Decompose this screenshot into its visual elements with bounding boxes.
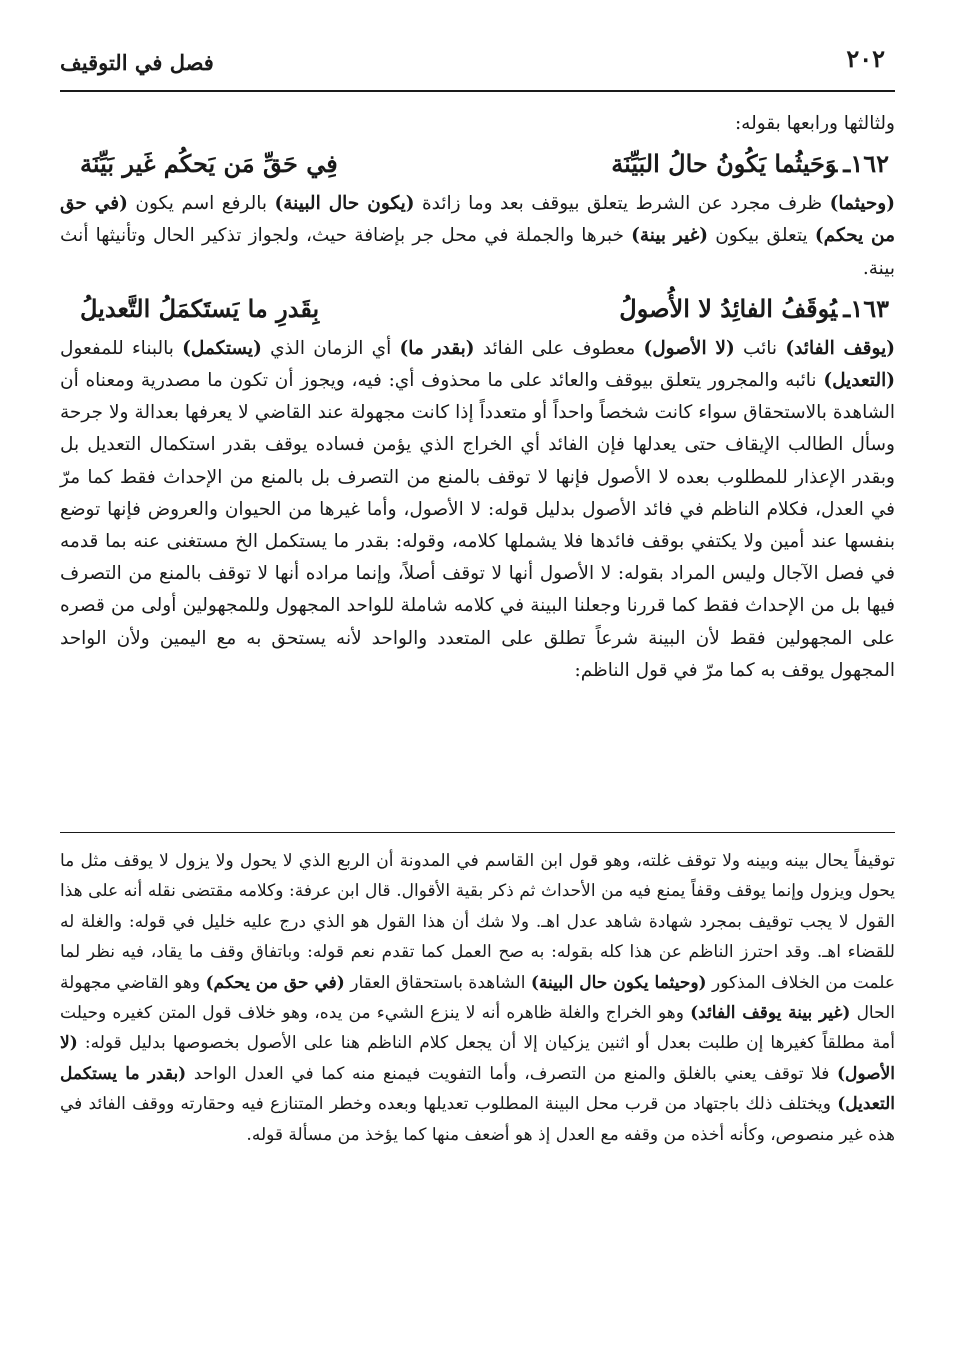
quoted-term: (التعديل) bbox=[823, 370, 895, 392]
commentary-text: معطوف على الفائد bbox=[474, 337, 644, 359]
main-text bbox=[60, 108, 895, 687]
quoted-term: (غير بينة يوقف الفائد) bbox=[690, 1003, 851, 1024]
page-number: ٢٠٢ bbox=[846, 44, 885, 73]
verse-162-first-hemistich bbox=[611, 148, 889, 180]
commentary-text: بالبناء للمفعول bbox=[60, 337, 183, 359]
footnote-text: وهو القاضي مجهولة الحال bbox=[60, 972, 895, 1024]
quoted-term: (في حق من يحكم) bbox=[60, 193, 895, 247]
verse-162 bbox=[60, 140, 895, 188]
quoted-term: (وحيثما) bbox=[829, 193, 895, 215]
page-header bbox=[60, 40, 895, 92]
commentary-text: نائب bbox=[734, 337, 786, 359]
verse-162-second-hemistich: فِي حَقِّ مَن يَحكُم غَير بَيِّنَة bbox=[80, 149, 338, 179]
commentary-text: بالرفع اسم يكون bbox=[127, 193, 275, 215]
verse-163-number: ١٦٣ـ bbox=[843, 293, 889, 323]
commentary-163 bbox=[60, 333, 895, 687]
footnote-text: ويختلف ذلك باجتهاد من قرب محل البينة المطلوب تعديلها وبعده وخطر المتنازع فيه وحقارته ووقف الفائد في هذه غير منصوص، وكأنه أخذه من وقفه مع العدل إذ هو أضعف منها كما يؤخذ من مسألة قوله. bbox=[60, 1094, 895, 1145]
intro-line: ولثالثها ورابعها بقوله: bbox=[734, 113, 895, 134]
footnote-text: فلا توقف يعني بالغلق والمنع من التصرف، وأما التفويت فيمنع منه كما في العدل الواحد bbox=[186, 1063, 837, 1084]
commentary-text: نائبه والمجرور يتعلق بيوقف والعائد على ما محذوف أي: فيه، ويجوز أن تكون ما مصدرية ومعناه أن الشاهدة بالاستحقاق سواء كانت شخصاً واحداً أو متعدداً إذا كانت مجهولة عند القاضي لا يعرفها بعدالة ولا جرحة وسأل الطالب الإيقاف حتى يعدلها فإن الفائد أي الخراج الذي يؤمن فساده يوقف بقدر استكمال التعديل بل وبقدر الإعذار للمطلوب بعده لا الأصول فإنها لا توقف بالمنع من التصرف بل بالمنع من الإحداث فقط كما مرّ في العدل، فكلام الناظم في فائد الأصول بدليل قوله: لا الأصول، وأما غيرها من الحيوان والعروض فإنها توضع بنفسها عند أمين ولا يكتفي بوقف فائدها فلا يشملها كلامه، وقوله: بقدر ما يستكمل الخ مستغنى عنه بما قدمه في فصل الآجال وليس المراد بقوله: لا الأصول أنها لا توقف أصلاً، وإنما مراده أنها لا توقف بالمنع من التصرف فيها بل من الإحداث فقط كما قررنا وجعلنا البينة في كلامه شاملة للواحد المجهول وللمجهولين أولى من قصره على المجهولين فقط لأن البينة شرعاً تطلق على المتعدد والواحد لأنه يستحق به مع اليمين ولأن الواحد المجهول يوقف به كما مرّ في قول الناظم: bbox=[60, 370, 895, 681]
footnote-paragraph bbox=[60, 846, 895, 1150]
verse-163-first-hemistich bbox=[619, 293, 889, 325]
quoted-term: (يكون حال البينة) bbox=[274, 193, 415, 215]
verse-163 bbox=[60, 285, 895, 333]
commentary-text: يتعلق بيكون bbox=[708, 225, 815, 247]
quoted-term: (لا الأصول) bbox=[60, 1033, 895, 1084]
quoted-term: (وحيثما يكون حال البينة) bbox=[530, 972, 707, 993]
quoted-term: (بقدر ما) bbox=[399, 337, 475, 359]
commentary-text: خبرها والجملة في محل جر بإضافة حيث، ولجواز تذكير الحال وتأنيثها أنث بينة. bbox=[60, 225, 895, 279]
footnote-text: وهو الخراج والغلة ظاهره أنه لا ينزع الشيء من يده، وهو خلاف قول المتن كغيره وحيلت أمة مطلقاً كغيرها إن طلبت بعدل أو اثنين يزكيان إلا أن يجعل كلام الناظم هنا على الأصول بخصوصها بدليل قوله: bbox=[60, 1003, 895, 1054]
page bbox=[60, 40, 895, 1330]
verse-163-right-text: يُوقَفُ الفائِدُ لا الأُصولُ bbox=[619, 293, 838, 323]
footnotes bbox=[60, 846, 895, 1150]
footnote-text: الشاهدة باستحقاق العقار bbox=[344, 972, 531, 993]
quoted-term: (لا الأصول) bbox=[643, 337, 735, 359]
verse-162-right-text: وَحَيثُما يَكُونُ حالُ البَيِّنَة bbox=[611, 149, 838, 179]
verse-162-number: ١٦٢ـ bbox=[843, 149, 889, 179]
footnote-divider bbox=[60, 832, 895, 833]
quoted-term: (يوقف الفائد) bbox=[785, 337, 895, 359]
commentary-text: أي الزمان الذي bbox=[261, 337, 400, 359]
running-title: فصل في التوقيف bbox=[60, 50, 214, 75]
quoted-term: (غير بينة) bbox=[631, 225, 709, 247]
commentary-text: ظرف مجرد عن الشرط يتعلق بيوقف بعد وما زائدة bbox=[414, 193, 830, 215]
quoted-term: (في حق من يحكم) bbox=[205, 972, 345, 993]
commentary-162 bbox=[60, 188, 895, 285]
footnote-text: توقيفاً يحال بينه وبينه ولا توقف غلته، وهو قول ابن القاسم في المدونة أن الربع الذي لا يحول ولا يزول لا يوقف مثل ما يحول ويزول وإنما يوقف وقفاً يمنع فيه من الأحداث ثم ذكر بقية الأقوال. قال ابن عرفة: وكلامه مقتضى نقله أنه على هذا القول لا يجب توقيف بمجرد شهادة شاهد عدل اهـ. ولا شك أن هذا القول هو الذي درج عليه خليل في قوله: والغلة له للقضاء اهـ. وقد احترز الناظم عن هذا كله بقوله: به صح العمل كما تقدم نعم قوله: وباتفاق وقف ما يقاد، فيه نظر لما علمت من الخلاف المذكور bbox=[60, 851, 895, 993]
verse-163-second-hemistich: بِقَدرِ ما يَستَكمَلُ التَّعديلُ bbox=[80, 293, 320, 323]
quoted-term: (بقدر ما يستكمل التعديل) bbox=[60, 1063, 895, 1115]
quoted-term: (يستكمل) bbox=[182, 337, 262, 359]
